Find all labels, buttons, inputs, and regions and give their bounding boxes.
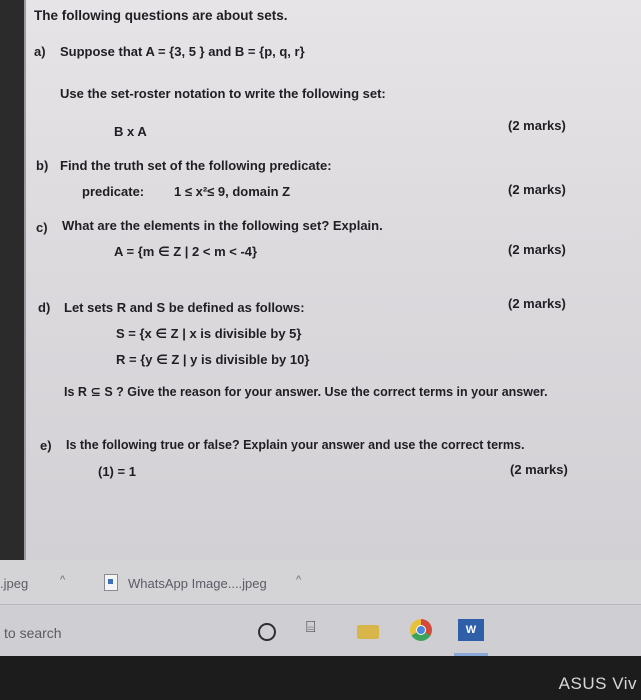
file-explorer-icon[interactable]: [357, 625, 379, 639]
q-b-predicate: 1 ≤ x²≤ 9, domain Z: [174, 184, 291, 199]
q-d-text: Let sets R and S be defined as follows:: [64, 300, 305, 315]
document-page: [24, 0, 641, 560]
q-c-marks: (2 marks): [508, 242, 566, 257]
q-a-marks: (2 marks): [508, 118, 566, 133]
q-e-text: Is the following true or false? Explain your answer and use the correct terms.: [66, 438, 525, 452]
word-icon[interactable]: W: [458, 619, 484, 641]
chevron-up-icon[interactable]: ^: [296, 574, 302, 586]
q-a-expr: B x A: [114, 124, 147, 139]
q-a-instruction: Use the set-roster notation to write the following set:: [60, 86, 386, 101]
q-c-text: What are the elements in the following set? Explain.: [62, 218, 383, 233]
q-e-marks: (2 marks): [510, 462, 568, 477]
download-item-1[interactable]: .jpeg: [0, 576, 29, 591]
q-d-label: d): [38, 300, 51, 315]
q-a-text: Suppose that A = {3, 5 } and B = {p, q, r}: [60, 44, 305, 59]
chevron-up-icon[interactable]: ^: [60, 574, 66, 586]
monitor-bezel: [0, 656, 641, 700]
q-e-expr: (1) = 1: [98, 464, 136, 479]
downloads-bar: [0, 560, 641, 604]
page-border: [24, 0, 26, 560]
q-b-label: b): [36, 158, 49, 173]
q-d-r-def: R = {y ∈ Z | y is divisible by 10}: [116, 352, 310, 367]
q-c-set: A = {m ∈ Z | 2 < m < -4}: [114, 244, 258, 259]
q-d-marks: (2 marks): [508, 296, 566, 311]
brand-label: ASUS Viv: [558, 674, 637, 693]
chrome-icon[interactable]: [410, 619, 432, 641]
heading: The following questions are about sets.: [34, 8, 288, 23]
q-e-label: e): [40, 438, 52, 453]
task-view-icon[interactable]: ⌸: [306, 619, 316, 636]
q-b-predicate-label: predicate:: [82, 184, 145, 199]
taskbar-search[interactable]: to search: [4, 625, 62, 641]
q-d-s-def: S = {x ∈ Z | x is divisible by 5}: [116, 326, 302, 341]
q-b-text: Find the truth set of the following predicate:: [60, 158, 332, 173]
q-c-label: c): [36, 220, 48, 235]
cortana-icon[interactable]: [258, 623, 276, 641]
q-a-label: a): [34, 44, 46, 59]
download-item-2[interactable]: WhatsApp Image....jpeg: [128, 576, 267, 591]
q-d-question: Is R ⊆ S ? Give the reason for your answer. Use the correct terms in your answer.: [64, 385, 548, 399]
file-icon: [104, 574, 118, 591]
q-b-marks: (2 marks): [508, 182, 566, 197]
taskbar: [0, 604, 641, 657]
